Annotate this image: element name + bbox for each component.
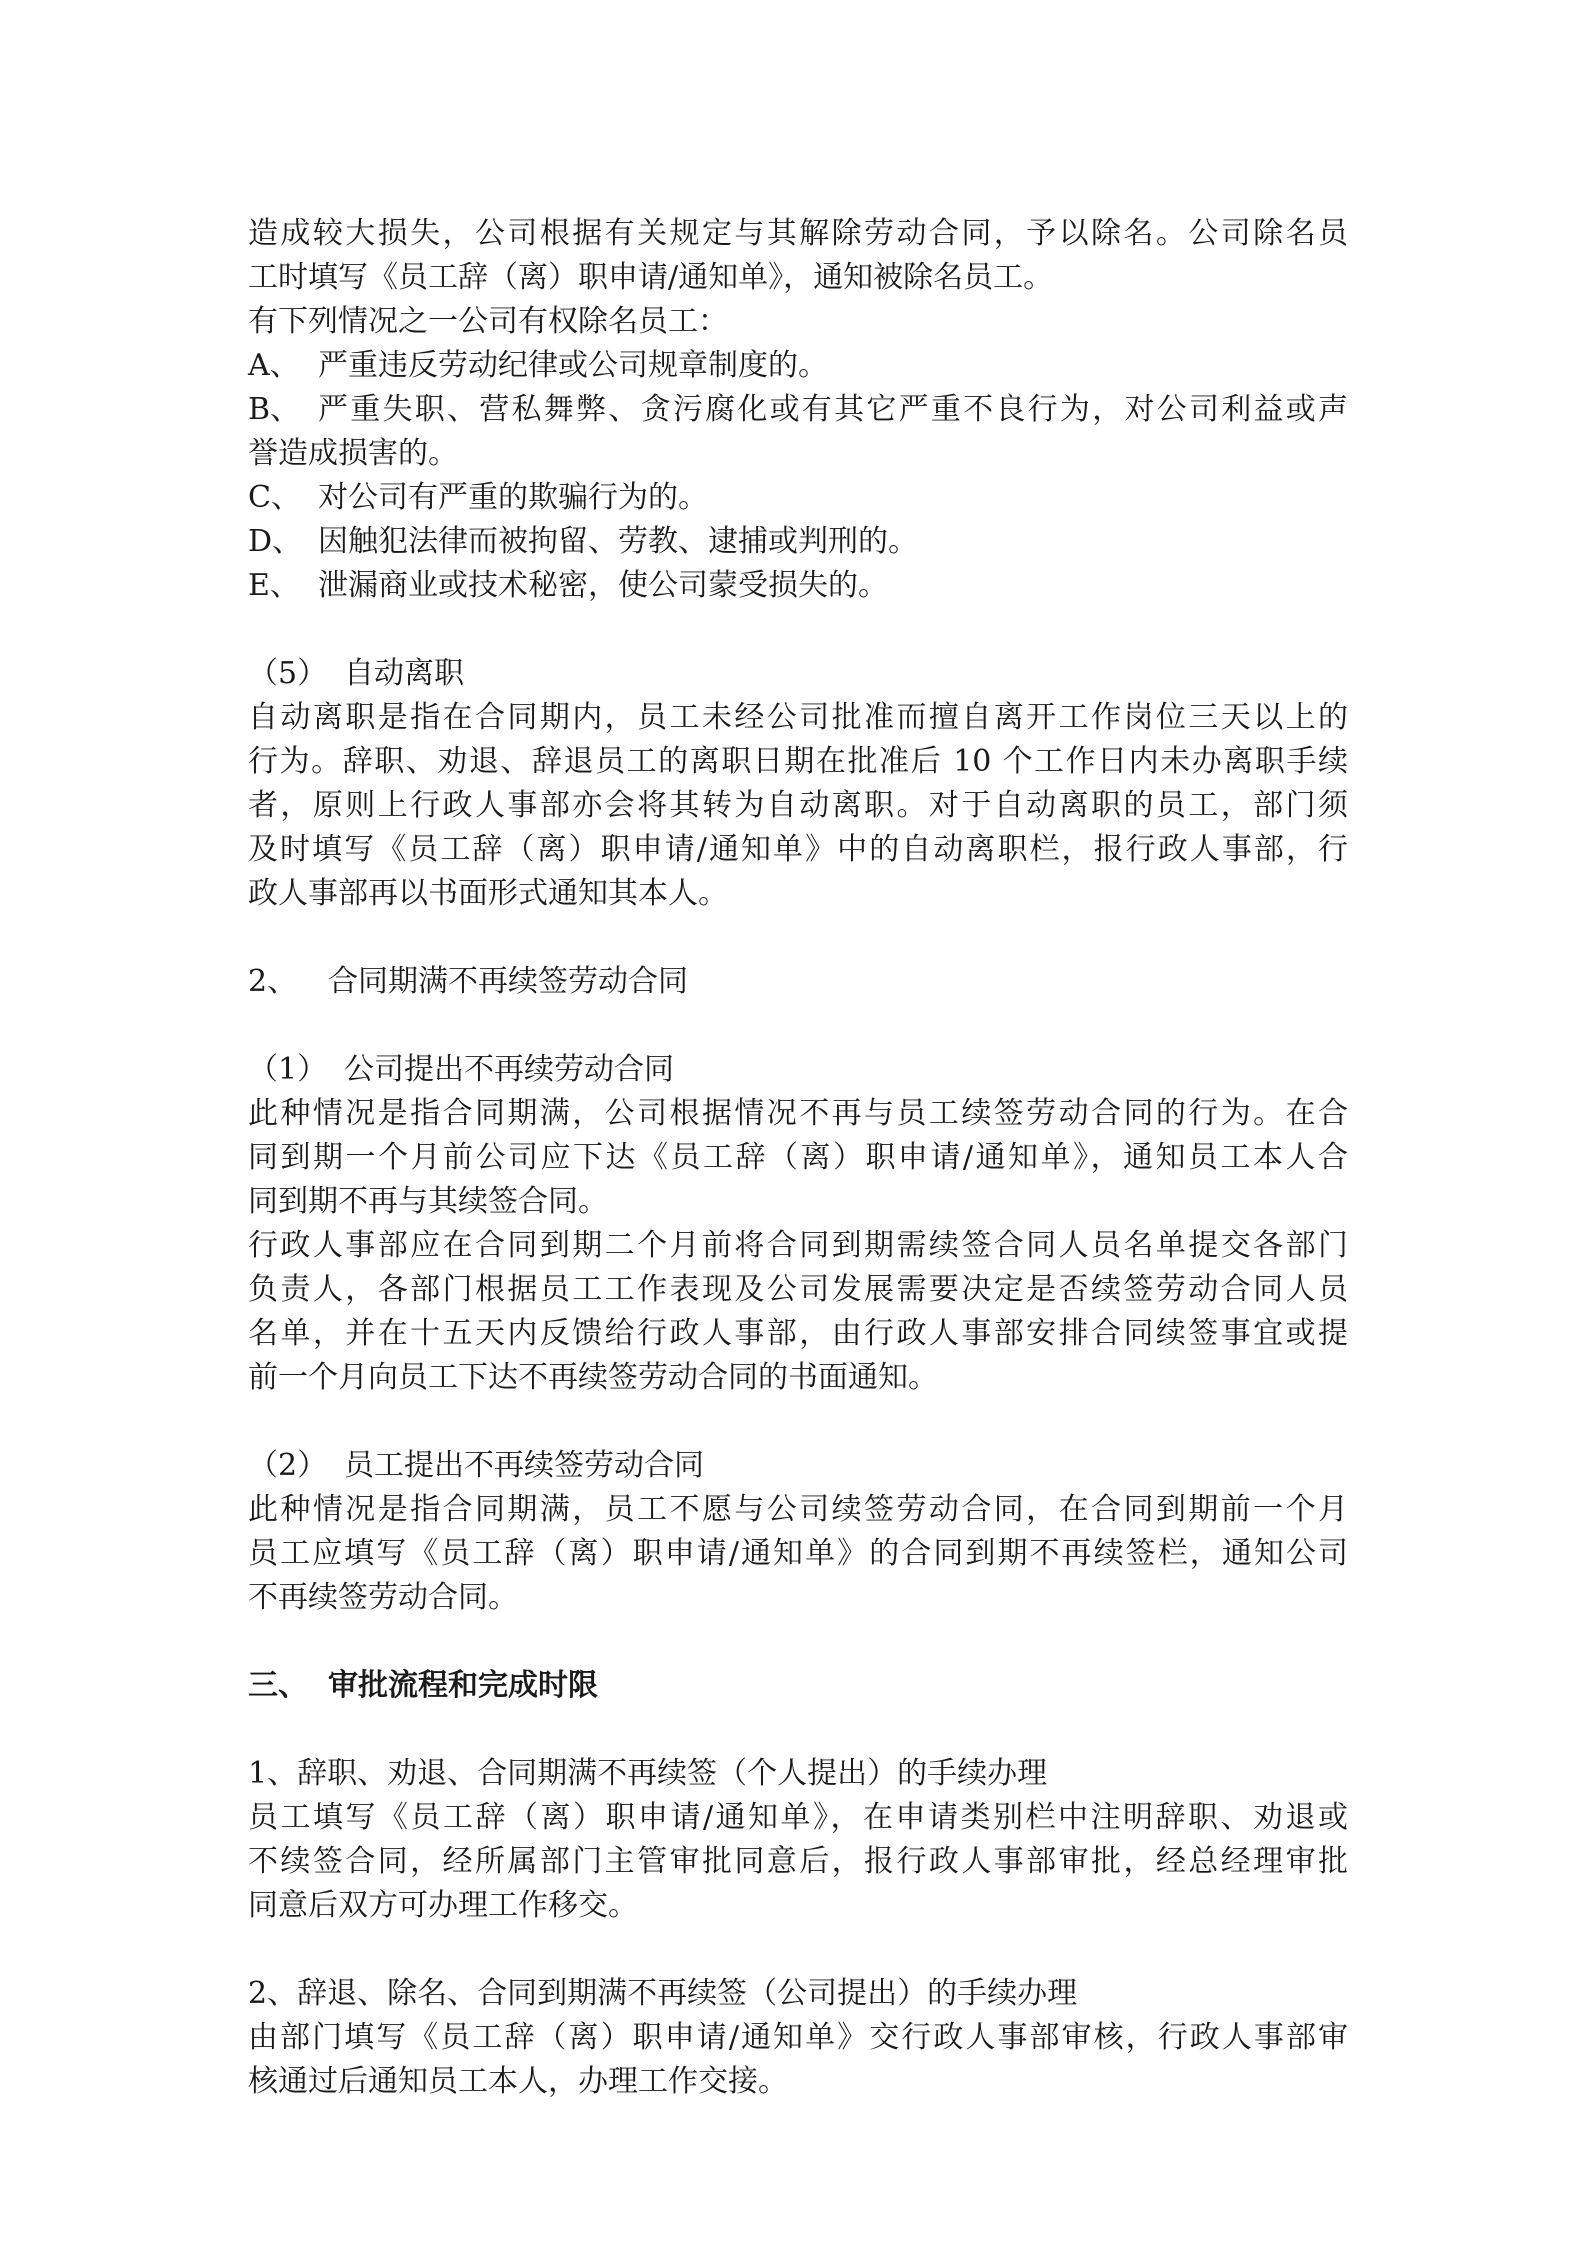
paragraph-line: 由部门填写《员工辞（离）职申请/通知单》交行政人事部审核，行政人事部审 <box>248 2020 1348 2055</box>
list-marker: E、 <box>248 568 300 603</box>
section-heading <box>248 1444 1348 1488</box>
procedure-title: 2、辞退、除名、合同到期满不再续签（公司提出）的手续办理 <box>248 1976 1078 2011</box>
paragraph-line: 同意后双方可办理工作移交。 <box>248 1888 638 1923</box>
section-title: 公司提出不再续劳动合同 <box>344 1052 674 1087</box>
list-text: 对公司有严重的欺骗行为的。 <box>318 480 708 515</box>
spacer <box>248 916 1348 960</box>
paragraph-line: 政人事部再以书面形式通知其本人。 <box>248 876 728 911</box>
section-heading <box>248 1048 1348 1092</box>
paragraph-line: 员工应填写《员工辞（离）职申请/通知单》的合同到期不再续签栏，通知公司 <box>248 1536 1348 1571</box>
chapter-heading <box>248 1664 1348 1708</box>
list-text: 严重失职、营私舞弊、贪污腐化或有其它严重不良行为，对公司利益或声 <box>318 392 1348 427</box>
list-text: 泄漏商业或技术秘密，使公司蒙受损失的。 <box>318 568 888 603</box>
paragraph-line: 前一个月向员工下达不再续签劳动合同的书面通知。 <box>248 1360 938 1395</box>
spacer <box>248 1400 1348 1444</box>
paragraph-line: 不续签合同，经所属部门主管审批同意后，报行政人事部审批，经总经理审批 <box>248 1844 1348 1879</box>
list-marker: D、 <box>248 524 303 559</box>
paragraph-line: 不再续签劳动合同。 <box>248 1580 518 1615</box>
paragraph-line: 核通过后通知员工本人，办理工作交接。 <box>248 2064 788 2099</box>
list-item <box>248 476 1348 520</box>
paragraph-line: 此种情况是指合同期满，公司根据情况不再与员工续签劳动合同的行为。在合 <box>248 1096 1348 1131</box>
spacer <box>248 1928 1348 1972</box>
paragraph-line: 者，原则上行政人事部亦会将其转为自动离职。对于自动离职的员工，部门须 <box>248 788 1348 823</box>
list-item <box>248 388 1348 432</box>
list-text: 因触犯法律而被拘留、劳教、逮捕或判刑的。 <box>318 524 918 559</box>
section-marker: （2） <box>248 1448 328 1483</box>
section-title: 合同期满不再续签劳动合同 <box>328 964 688 999</box>
list-marker: A、 <box>248 348 300 383</box>
paragraph-line: 负责人，各部门根据员工工作表现及公司发展需要决定是否续签劳动合同人员 <box>248 1272 1348 1307</box>
paragraph-line: 员工填写《员工辞（离）职申请/通知单》，在申请类别栏中注明辞职、劝退或 <box>248 1800 1348 1835</box>
paragraph-line: 行为。辞职、劝退、辞退员工的离职日期在批准后 10 个工作日内未办离职手续 <box>248 744 1348 779</box>
list-marker: C、 <box>248 480 301 515</box>
list-item <box>248 564 1348 608</box>
chapter-title: 审批流程和完成时限 <box>328 1668 598 1703</box>
paragraph-line: 自动离职是指在合同期内，员工未经公司批准而擅自离开工作岗位三天以上的 <box>248 700 1348 735</box>
list-text: 严重违反劳动纪律或公司规章制度的。 <box>318 348 828 383</box>
paragraph-line: 同到期不再与其续签合同。 <box>248 1184 608 1219</box>
section-heading <box>248 960 1348 1004</box>
paragraph-line: 及时填写《员工辞（离）职申请/通知单》中的自动离职栏，报行政人事部，行 <box>248 832 1348 867</box>
paragraph-line: 此种情况是指合同期满，员工不愿与公司续签劳动合同，在合同到期前一个月 <box>248 1492 1348 1527</box>
list-text-continued: 誉造成损害的。 <box>248 436 458 471</box>
list-item <box>248 520 1348 564</box>
section-title: 自动离职 <box>344 656 464 691</box>
chapter-marker: 三、 <box>248 1668 308 1703</box>
list-item <box>248 344 1348 388</box>
list-intro: 有下列情况之一公司有权除名员工： <box>248 304 728 339</box>
spacer <box>248 1708 1348 1752</box>
spacer <box>248 608 1348 652</box>
list-marker: B、 <box>248 392 301 427</box>
section-marker: （5） <box>248 656 328 691</box>
section-marker: （1） <box>248 1052 328 1087</box>
paragraph-line: 造成较大损失，公司根据有关规定与其解除劳动合同，予以除名。公司除名员 <box>248 216 1348 251</box>
document-page <box>248 212 1348 2104</box>
spacer <box>248 1620 1348 1664</box>
procedure-title: 1、辞职、劝退、合同期满不再续签（个人提出）的手续办理 <box>248 1756 1048 1791</box>
section-heading <box>248 652 1348 696</box>
paragraph-line: 名单，并在十五天内反馈给行政人事部，由行政人事部安排合同续签事宜或提 <box>248 1316 1348 1351</box>
spacer <box>248 1004 1348 1048</box>
paragraph-line: 同到期一个月前公司应下达《员工辞（离）职申请/通知单》，通知员工本人合 <box>248 1140 1348 1175</box>
paragraph-line: 行政人事部应在合同到期二个月前将合同到期需续签合同人员名单提交各部门 <box>248 1228 1348 1263</box>
paragraph-line: 工时填写《员工辞（离）职申请/通知单》，通知被除名员工。 <box>248 260 1054 295</box>
section-marker: 2、 <box>248 964 298 999</box>
section-title: 员工提出不再续签劳动合同 <box>344 1448 704 1483</box>
